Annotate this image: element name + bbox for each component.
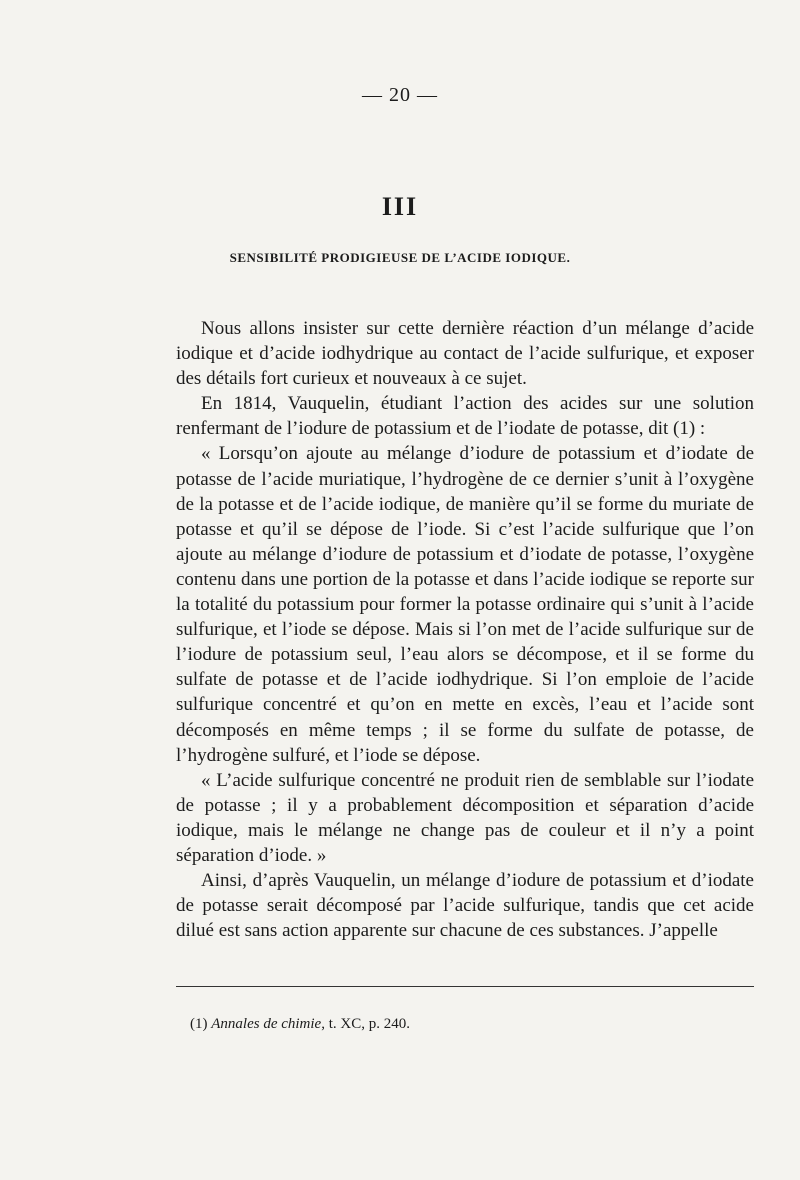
quotation-paragraph: « L’acide sulfurique concentré ne produit rien de semblable sur l’iodate de potasse ; il y a probablement décomposition et séparation d’acide iodique, mais le mélange ne change pas de couleur et il n’y a point séparation d’iode. » <box>176 769 754 866</box>
footnote-reference: , t. XC, p. 240. <box>321 1016 410 1032</box>
footnote <box>190 1016 750 1033</box>
footnote-source: Annales de chimie <box>211 1016 322 1032</box>
section-title: SENSIBILITÉ PRODIGIEUSE DE L’ACIDE IODIQUE. <box>229 250 571 265</box>
footnote-divider <box>176 986 754 987</box>
page-number: — 20 — <box>362 84 438 106</box>
body-text <box>176 316 754 943</box>
quotation-paragraph: « Lorsqu’on ajoute au mélange d’iodure de potassium et d’iodate de potasse de l’acide muriatique, l’hydrogène de ce dernier s’unit à l’oxygène de la potasse et de l’acide iodique, de manière qu’il se forme du muriate de potasse et qu’il se dépose de l’iode. Si c’est l’acide sulfurique que l’on ajoute au mélange d’iodure de potassium et d’iodate de potasse, l’oxygène contenu dans une portion de la potasse et dans l’acide iodique se reporte sur la totalité du potassium pour former la potasse ordinaire qui s’unit à l’acide sulfurique, et l’iode se dépose. Mais si l’on met de l’acide sulfurique sur de l’iodure de potassium seul, l’eau alors se décompose, et il se forme du sulfate de potasse et de l’acide iodhydrique. Si l’on emploie de l’acide sulfurique concentré et qu’on en mette en excès, l’eau et l’acide sont décomposés en même temps ; il se forme du sulfate de potasse, de l’hydrogène sulfuré, et l’iode se dépose. <box>176 443 754 766</box>
paragraph: Ainsi, d’après Vauquelin, un mélange d’iodure de potassium et d’iodate de potasse serait décomposé par l’acide sulfurique, tandis que cet acide dilué est sans action apparente sur chacune de ces substances. J’appelle <box>176 870 754 942</box>
paragraph: Nous allons insister sur cette dernière réaction d’un mélange d’acide iodique et d’acide iodhydrique au contact de l’acide sulfurique, et exposer des détails fort curieux et nouveaux à ce sujet. <box>176 318 754 390</box>
footnote-marker: (1) <box>190 1016 208 1032</box>
section-number: III <box>381 192 419 221</box>
paragraph: En 1814, Vauquelin, étudiant l’action des acides sur une solution renfermant de l’iodure de potassium et de l’iodate de potasse, dit (1) : <box>176 393 754 440</box>
